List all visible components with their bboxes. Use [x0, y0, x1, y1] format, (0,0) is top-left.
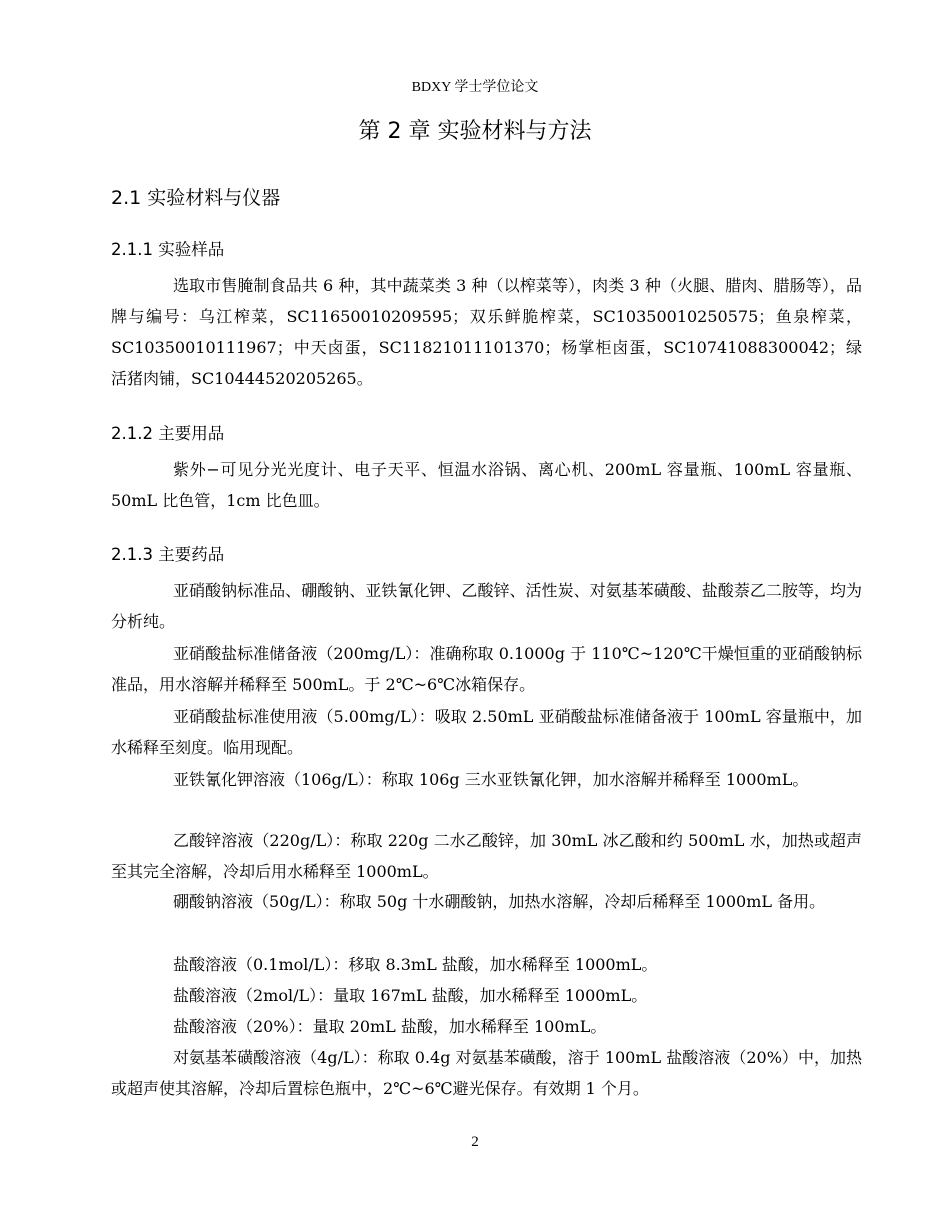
paragraph-nitrite-working: 亚硝酸盐标准使用液（5.00mg/L）：吸取 2.50mL 亚硝酸盐标准储备液于 100mL 容量瓶中，加水稀释至刻度。临用现配。: [111, 707, 862, 757]
running-header: BDXY 学士学位论文: [411, 80, 539, 95]
section-heading-2-1-2: 2.1.2 主要用品: [111, 424, 225, 443]
chapter-title: 第 2 章 实验材料与方法: [358, 119, 592, 144]
page-number: 2: [471, 1134, 479, 1150]
section-heading-2-1-3: 2.1.3 主要药品: [111, 545, 225, 564]
paragraph-hcl-20: 盐酸溶液（20%）：量取 20mL 盐酸，加水稀释至 100mL。: [173, 1017, 607, 1036]
paragraph-nitrite-stock: 亚硝酸盐标准储备液（200mg/L）：准确称取 0.1000g 于 110℃~120℃干燥恒重的亚硝酸钠标准品，用水溶解并稀释至 500mL。于 2℃~6℃冰箱保存。: [111, 644, 862, 694]
section-heading-2-1-1: 2.1.1 实验样品: [111, 240, 225, 259]
paragraph-hcl-2: 盐酸溶液（2mol/L）：量取 167mL 盐酸，加水稀释至 1000mL。: [173, 986, 648, 1005]
paragraph-hcl-01: 盐酸溶液（0.1mol/L）：移取 8.3mL 盐酸，加水稀释至 1000mL。: [173, 955, 658, 974]
paragraph-sulfanilic: 对氨基苯磺酸溶液（4g/L）：称取 0.4g 对氨基苯磺酸，溶于 100mL 盐酸溶液（20%）中，加热或超声使其溶解，冷却后置棕色瓶中，2℃~6℃避光保存。有效期 1 个月。: [111, 1048, 862, 1098]
paragraph-ferrocyanide: 亚铁氰化钾溶液（106g/L）：称取 106g 三水亚铁氰化钾，加水溶解并稀释至 1000mL。: [173, 770, 809, 789]
paragraph-zinc-acetate: 乙酸锌溶液（220g/L）：称取 220g 二水乙酸锌，加 30mL 冰乙酸和约 500mL 水，加热或超声至其完全溶解，冷却后用水稀释至 1000mL。: [111, 831, 862, 881]
paragraph-reagents: 亚硝酸钠标准品、硼酸钠、亚铁氰化钾、乙酸锌、活性炭、对氨基苯磺酸、盐酸萘乙二胺等，均为分析纯。: [111, 581, 862, 631]
section-heading-2-1: 2.1 实验材料与仪器: [111, 187, 281, 209]
paragraph-equipment: 紫外−可见分光光度计、电子天平、恒温水浴锅、离心机、200mL 容量瓶、100mL 容量瓶、50mL 比色管，1cm 比色皿。: [111, 460, 862, 510]
paragraph-samples: 选取市售腌制食品共 6 种，其中蔬菜类 3 种（以榨菜等），肉类 3 种（火腿、腊肉、腊肠等），品牌与编号：乌江榨菜，SC11650010209595；双乐鲜脆榨菜，SC10350010250575；鱼泉榨菜，SC10350010111967；中天卤蛋，SC11821011101370；杨掌柜卤蛋，SC10741088300042；绿活猪肉铺，SC10444520205265。: [111, 276, 862, 388]
paragraph-borate: 硼酸钠溶液（50g/L）：称取 50g 十水硼酸钠，加热水溶解，冷却后稀释至 1000mL 备用。: [173, 892, 826, 911]
